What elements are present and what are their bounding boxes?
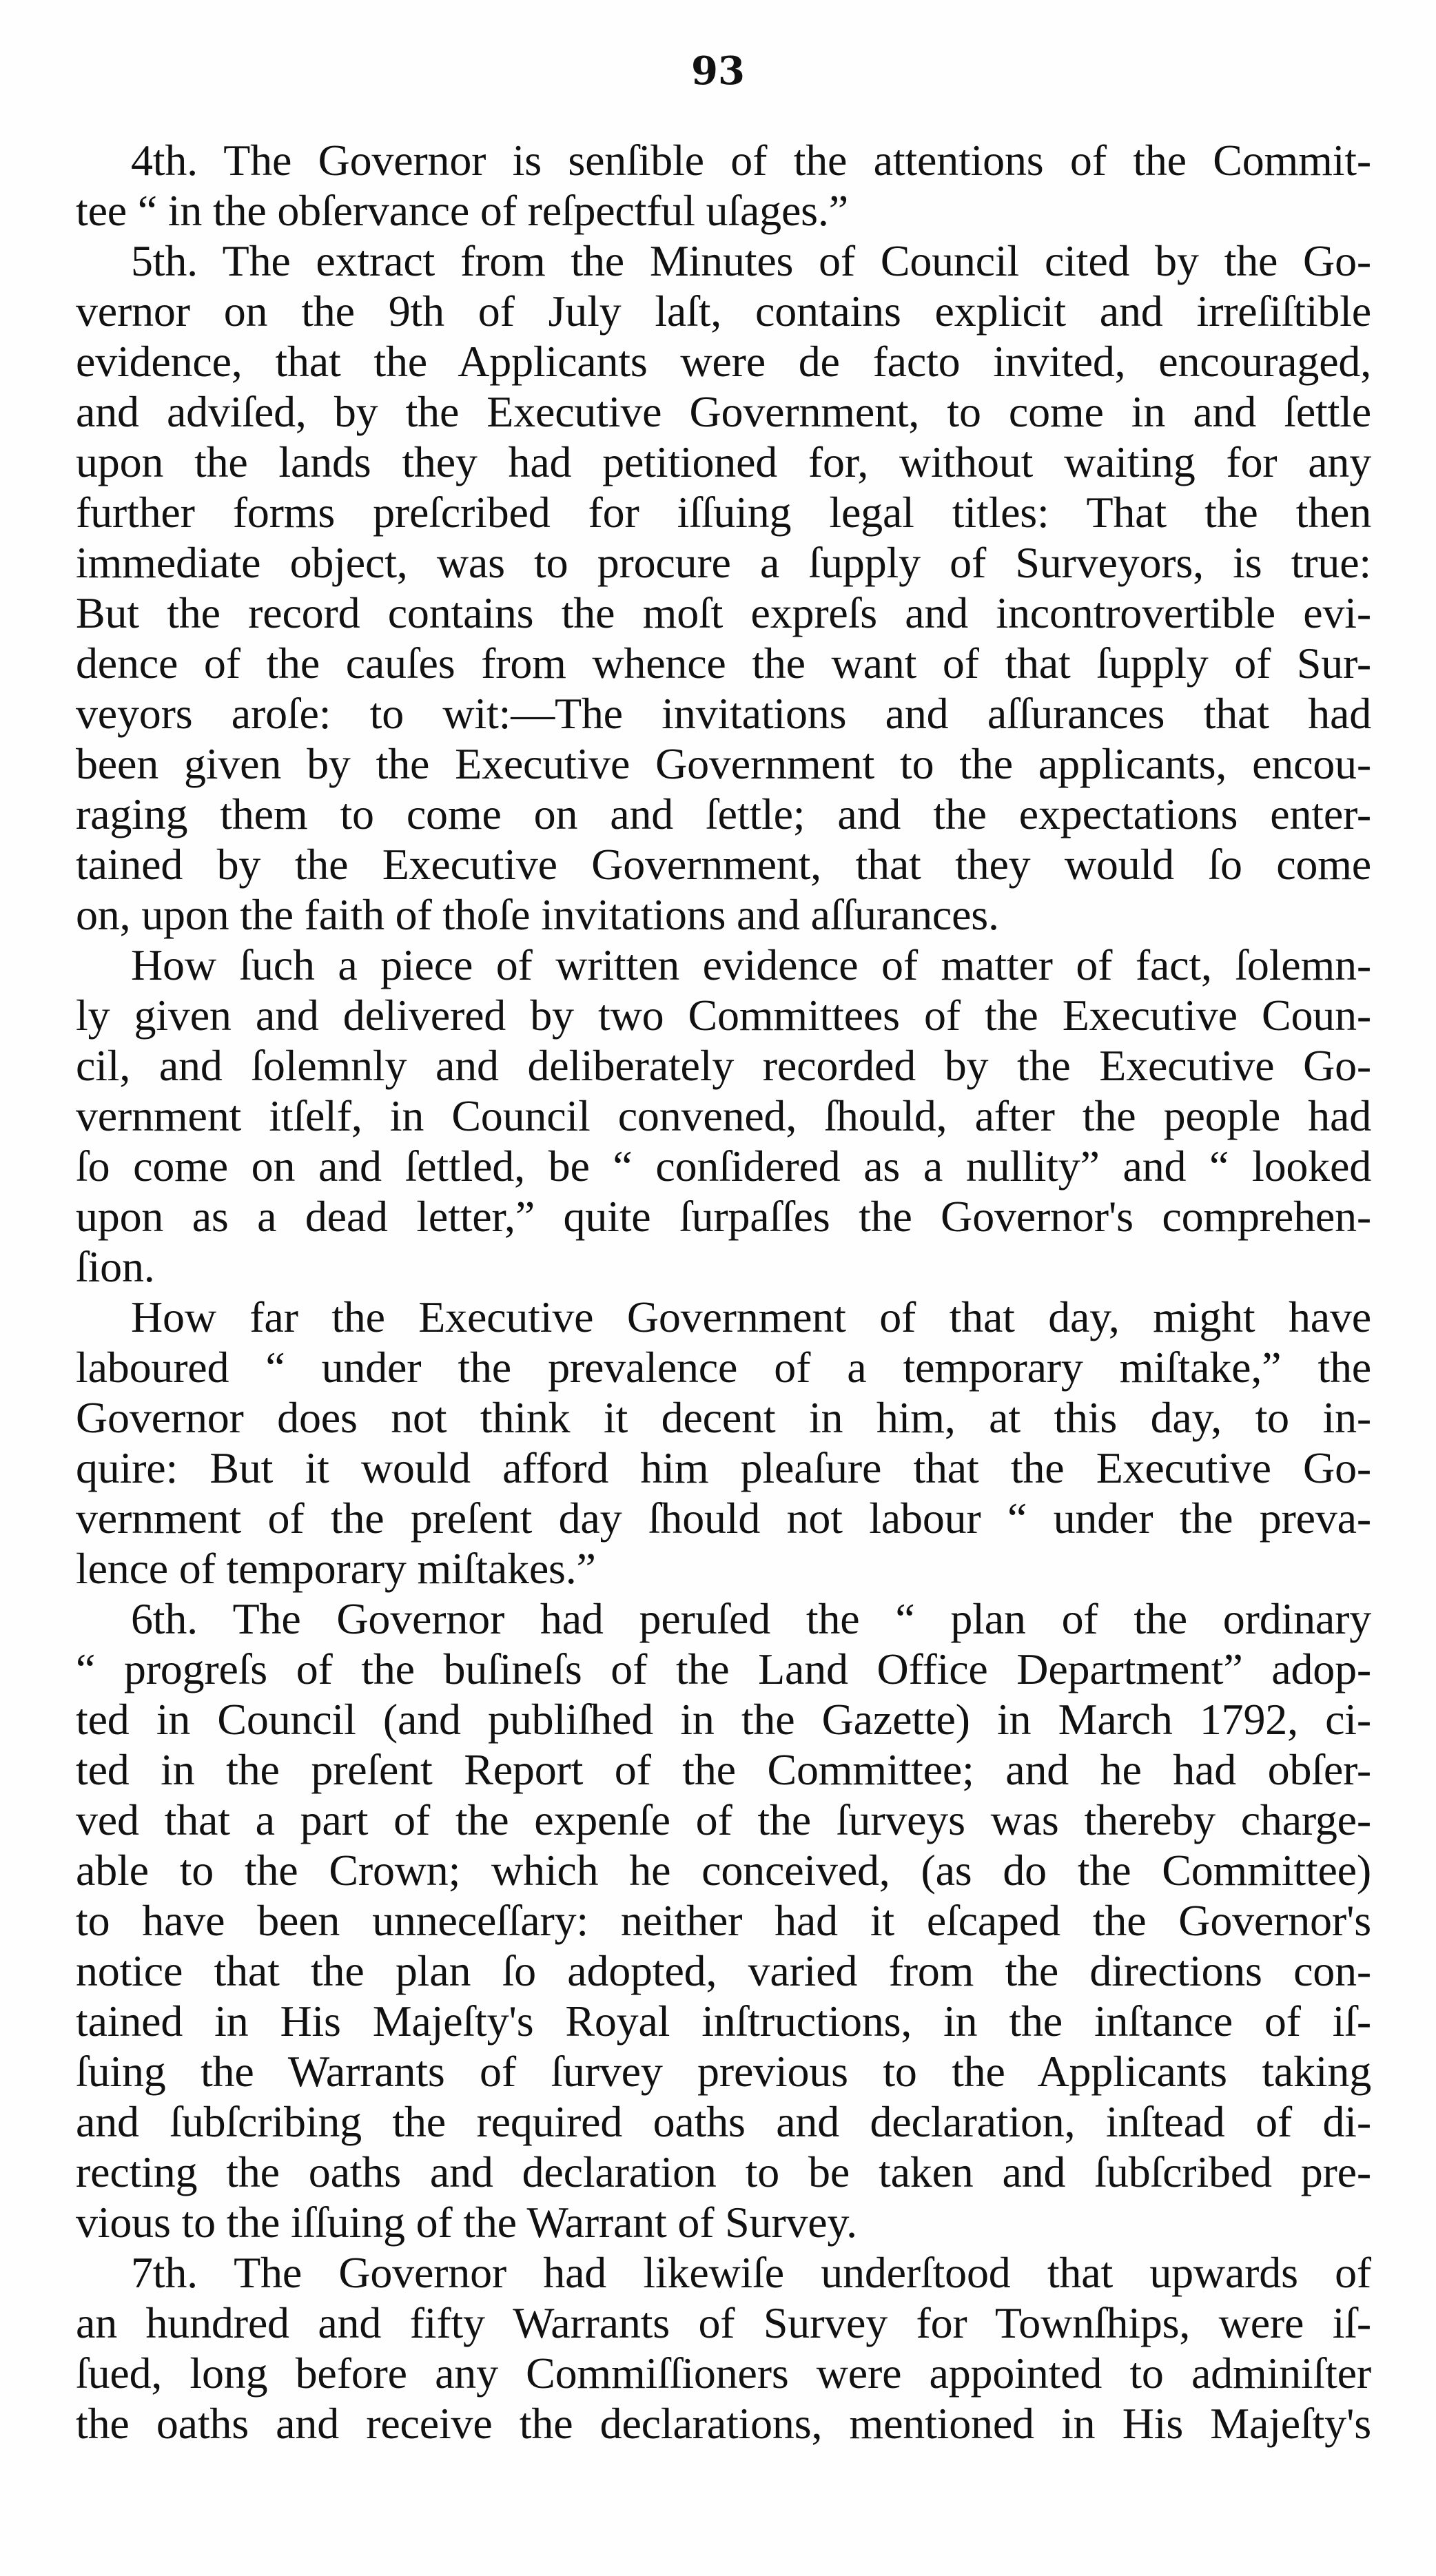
text-line: “ progreſs of the buſineſs of the Land Office Department” adop- <box>76 1645 1371 1693</box>
text-line: vernment of the preſent day ſhould not labour “ under the preva- <box>76 1494 1371 1543</box>
text-line: ted in Council (and publiſhed in the Gazette) in March 1792, ci- <box>76 1695 1371 1744</box>
text-line: notice that the plan ſo adopted, varied from the directions con- <box>76 1946 1371 1995</box>
text-line: tained in His Majeſty's Royal inſtructions, in the inſtance of iſ- <box>76 1997 1371 2046</box>
body-text <box>76 135 1371 2449</box>
text-line: How ſuch a piece of written evidence of matter of fact, ſolemn- <box>131 940 1371 989</box>
text-line: vernor on the 9th of July laſt, contains explicit and irreſiſtible <box>76 287 1371 336</box>
text-line: ved that a part of the expenſe of the ſurveys was thereby charge- <box>76 1795 1371 1844</box>
text-line: an hundred and fifty Warrants of Survey for Townſhips, were iſ- <box>76 2298 1371 2347</box>
text-line: and ſubſcribing the required oaths and declaration, inſtead of di- <box>76 2097 1371 2146</box>
text-line: further forms preſcribed for iſſuing legal titles: That the then <box>76 488 1371 537</box>
text-line: vious to the iſſuing of the Warrant of Survey. <box>76 2198 857 2247</box>
text-line: How far the Executive Government of that day, might have <box>131 1292 1371 1341</box>
text-line: and adviſed, by the Executive Government, to come in and ſettle <box>76 387 1371 436</box>
text-line: able to the Crown; which he conceived, (as do the Committee) <box>76 1846 1371 1895</box>
text-line: immediate object, was to procure a ſupply of Surveyors, is true: <box>76 538 1371 587</box>
text-line: on, upon the faith of thoſe invitations and aſſurances. <box>76 890 999 939</box>
text-line: upon as a dead letter,” quite ſurpaſſes the Governor's comprehen- <box>76 1192 1371 1241</box>
text-line: ſued, long before any Commiſſioners were appointed to adminiſter <box>76 2349 1371 2398</box>
text-line: evidence, that the Applicants were de facto invited, encouraged, <box>76 337 1371 386</box>
text-line: laboured “ under the prevalence of a temporary miſtake,” the <box>76 1343 1371 1392</box>
text-line: ſo come on and ſettled, be “ conſidered as a nullity” and “ looked <box>76 1142 1371 1191</box>
text-line: upon the lands they had petitioned for, without waiting for any <box>76 437 1371 486</box>
text-line: dence of the cauſes from whence the want of that ſupply of Sur- <box>76 639 1371 688</box>
text-line: vernment itſelf, in Council convened, ſhould, after the people had <box>76 1091 1371 1140</box>
text-line: tee “ in the obſervance of reſpectful uſages.” <box>76 186 848 235</box>
text-line: the oaths and receive the declarations, mentioned in His Majeſty's <box>76 2399 1371 2448</box>
text-line: raging them to come on and ſettle; and the expectations enter- <box>76 790 1371 838</box>
text-line: recting the oaths and declaration to be taken and ſubſcribed pre- <box>76 2147 1371 2196</box>
text-line: veyors aroſe: to wit:—The invitations and aſſurances that had <box>76 689 1371 738</box>
text-line: Governor does not think it decent in him, at this day, to in- <box>76 1393 1371 1442</box>
text-line: 4th. The Governor is senſible of the attentions of the Commit- <box>131 136 1371 185</box>
text-line: been given by the Executive Government to the applicants, encou- <box>76 739 1371 788</box>
page-number: 93 <box>691 48 745 94</box>
text-line: 6th. The Governor had peruſed the “ plan of the ordinary <box>131 1594 1371 1643</box>
text-line: cil, and ſolemnly and deliberately recorded by the Executive Go- <box>76 1041 1371 1090</box>
text-line: tained by the Executive Government, that they would ſo come <box>76 840 1371 889</box>
text-line: ſuing the Warrants of ſurvey previous to the Applicants taking <box>76 2047 1371 2096</box>
text-line: ly given and delivered by two Committees of the Executive Coun- <box>76 991 1371 1040</box>
text-line: to have been unneceſſary: neither had it eſcaped the Governor's <box>76 1896 1371 1945</box>
text-line: 7th. The Governor had likewiſe underſtood that upwards of <box>131 2248 1371 2297</box>
text-line: 5th. The extract from the Minutes of Council cited by the Go- <box>131 236 1371 285</box>
text-line: lence of temporary miſtakes.” <box>76 1544 596 1593</box>
text-line: ſion. <box>76 1242 155 1291</box>
text-line: quire: But it would afford him pleaſure that the Executive Go- <box>76 1443 1371 1492</box>
text-line: ted in the preſent Report of the Committee; and he had obſer- <box>76 1745 1371 1794</box>
text-line: But the record contains the moſt expreſs and incontrovertible evi- <box>76 588 1371 637</box>
